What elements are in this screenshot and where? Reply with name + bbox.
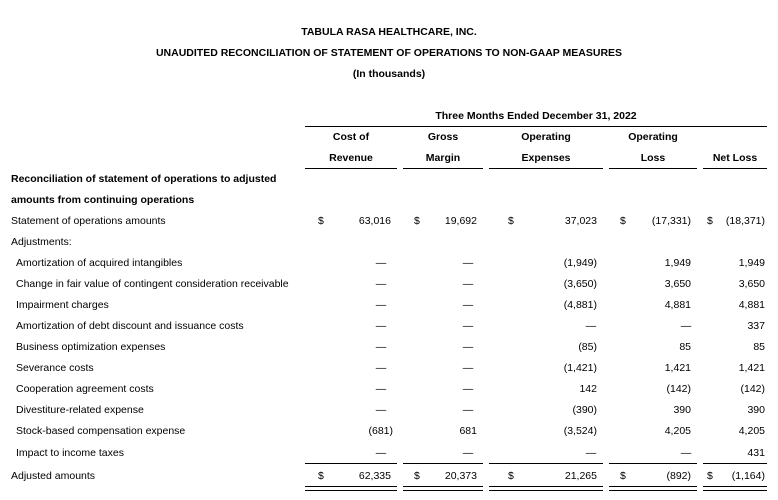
col-underline: [403, 168, 483, 169]
row-label-debt-discount: Amortization of debt discount and issuance costs: [16, 320, 244, 332]
report-title: UNAUDITED RECONCILIATION OF STATEMENT OF OPERATIONS TO NON-GAAP MEASURES: [155, 47, 623, 59]
section-heading-line1: Reconciliation of statement of operations to adjusted: [11, 173, 277, 185]
row-label-cooperation: Cooperation agreement costs: [16, 383, 154, 395]
total-double-line: [305, 486, 397, 491]
row-label-income-tax: Impact to income taxes: [16, 447, 124, 459]
currency-symbol: $: [707, 470, 713, 482]
row-label-adjusted: Adjusted amounts: [11, 470, 96, 482]
col-underline: [609, 168, 697, 169]
row-label-impairment: Impairment charges: [16, 299, 109, 311]
cell-impairment-operating-expenses: (4,881): [563, 299, 597, 311]
cell-cooperation-operating-loss: (142): [666, 383, 691, 395]
period-header: Three Months Ended December 31, 2022: [435, 110, 637, 122]
currency-symbol: $: [620, 470, 626, 482]
cell-statement-operating-expenses: 37,023: [564, 215, 597, 227]
cell-income-tax-gross-margin: —: [462, 447, 474, 459]
cell-stock-comp-cost-of-revenue: (681): [368, 425, 393, 437]
cell-adjusted-operating-loss: (892): [666, 470, 691, 482]
currency-symbol: $: [414, 215, 420, 227]
col-underline: [489, 168, 603, 169]
cell-impairment-gross-margin: —: [462, 299, 474, 311]
cell-impairment-net-loss: 4,881: [738, 299, 765, 311]
total-double-line: [403, 486, 483, 491]
col-underline: [703, 168, 767, 169]
cell-adjusted-gross-margin: 20,373: [444, 470, 477, 482]
cell-statement-gross-margin: 19,692: [444, 215, 477, 227]
cell-impairment-cost-of-revenue: —: [375, 299, 387, 311]
currency-symbol: $: [414, 470, 420, 482]
total-double-line: [489, 486, 603, 491]
cell-stock-comp-operating-loss: 4,205: [664, 425, 691, 437]
cell-divestiture-operating-loss: 390: [673, 404, 691, 416]
period-underline: [305, 126, 767, 127]
cell-business-opt-cost-of-revenue: —: [375, 341, 387, 353]
company-name: TABULA RASA HEALTHCARE, INC.: [301, 26, 477, 38]
currency-symbol: $: [508, 215, 514, 227]
cell-severance-operating-expenses: (1,421): [563, 362, 597, 374]
cell-income-tax-cost-of-revenue: —: [375, 447, 387, 459]
subtotal-line: [609, 463, 697, 464]
cell-adjusted-operating-expenses: 21,265: [564, 470, 597, 482]
row-label-divestiture: Divestiture-related expense: [16, 404, 144, 416]
units-note: (In thousands): [352, 68, 426, 80]
currency-symbol: $: [318, 470, 324, 482]
col-operating-expenses-l2: Expenses: [521, 152, 571, 164]
cell-amort-intangibles-net-loss: 1,949: [738, 257, 765, 269]
row-label-severance: Severance costs: [16, 362, 94, 374]
cell-debt-discount-net-loss: 337: [747, 320, 765, 332]
cell-cooperation-cost-of-revenue: —: [375, 383, 387, 395]
cell-statement-net-loss: (18,371): [725, 215, 765, 227]
col-net-loss-l2: Net Loss: [712, 152, 758, 164]
cell-stock-comp-gross-margin: 681: [459, 425, 477, 437]
subtotal-line: [403, 463, 483, 464]
cell-stock-comp-operating-expenses: (3,524): [563, 425, 597, 437]
cell-adjusted-net-loss: (1,164): [731, 470, 765, 482]
cell-severance-net-loss: 1,421: [738, 362, 765, 374]
subtotal-line: [703, 463, 767, 464]
cell-severance-cost-of-revenue: —: [375, 362, 387, 374]
cell-stock-comp-net-loss: 4,205: [738, 425, 765, 437]
cell-business-opt-operating-loss: 85: [679, 341, 691, 353]
cell-statement-operating-loss: (17,331): [651, 215, 691, 227]
row-label-business-opt: Business optimization expenses: [16, 341, 166, 353]
cell-fair-value-cost-of-revenue: —: [375, 278, 387, 290]
cell-debt-discount-operating-expenses: —: [585, 320, 597, 332]
col-underline: [305, 168, 397, 169]
currency-symbol: $: [707, 215, 713, 227]
subtotal-line: [489, 463, 603, 464]
row-label-statement: Statement of operations amounts: [11, 215, 166, 227]
cell-income-tax-operating-loss: —: [680, 447, 692, 459]
cell-severance-gross-margin: —: [462, 362, 474, 374]
col-operating-loss-l1: Operating: [628, 131, 678, 143]
total-double-line: [609, 486, 697, 491]
cell-cooperation-gross-margin: —: [462, 383, 474, 395]
currency-symbol: $: [318, 215, 324, 227]
col-operating-loss-l2: Loss: [640, 152, 666, 164]
row-label-stock-comp: Stock-based compensation expense: [16, 425, 186, 437]
adjustments-label: Adjustments:: [11, 236, 72, 248]
subtotal-line: [305, 463, 397, 464]
cell-statement-cost-of-revenue: 63,016: [358, 215, 391, 227]
col-cost-of-revenue-l1: Cost of: [332, 131, 370, 143]
row-label-amort-intangibles: Amortization of acquired intangibles: [16, 257, 183, 269]
cell-fair-value-operating-expenses: (3,650): [563, 278, 597, 290]
cell-amort-intangibles-cost-of-revenue: —: [375, 257, 387, 269]
currency-symbol: $: [620, 215, 626, 227]
cell-amort-intangibles-operating-expenses: (1,949): [563, 257, 597, 269]
cell-divestiture-cost-of-revenue: —: [375, 404, 387, 416]
cell-divestiture-operating-expenses: (390): [572, 404, 597, 416]
section-heading-line2: amounts from continuing operations: [11, 194, 195, 206]
cell-business-opt-operating-expenses: (85): [578, 341, 597, 353]
currency-symbol: $: [508, 470, 514, 482]
cell-cooperation-net-loss: (142): [740, 383, 765, 395]
cell-debt-discount-gross-margin: —: [462, 320, 474, 332]
cell-debt-discount-operating-loss: —: [680, 320, 692, 332]
col-gross-margin-l2: Margin: [425, 152, 461, 164]
cell-business-opt-gross-margin: —: [462, 341, 474, 353]
cell-impairment-operating-loss: 4,881: [664, 299, 691, 311]
cell-severance-operating-loss: 1,421: [664, 362, 691, 374]
col-operating-expenses-l1: Operating: [521, 131, 571, 143]
row-label-fair-value: Change in fair value of contingent consideration receivable: [16, 278, 289, 290]
col-cost-of-revenue-l2: Revenue: [329, 152, 373, 164]
cell-debt-discount-cost-of-revenue: —: [375, 320, 387, 332]
cell-income-tax-net-loss: 431: [747, 447, 765, 459]
cell-cooperation-operating-expenses: 142: [579, 383, 597, 395]
cell-divestiture-net-loss: 390: [747, 404, 765, 416]
cell-income-tax-operating-expenses: —: [585, 447, 597, 459]
cell-adjusted-cost-of-revenue: 62,335: [358, 470, 391, 482]
cell-amort-intangibles-gross-margin: —: [462, 257, 474, 269]
total-double-line: [703, 486, 767, 491]
cell-fair-value-gross-margin: —: [462, 278, 474, 290]
cell-business-opt-net-loss: 85: [753, 341, 765, 353]
cell-fair-value-operating-loss: 3,650: [664, 278, 691, 290]
cell-amort-intangibles-operating-loss: 1,949: [664, 257, 691, 269]
col-gross-margin-l1: Gross: [427, 131, 459, 143]
cell-divestiture-gross-margin: —: [462, 404, 474, 416]
cell-fair-value-net-loss: 3,650: [738, 278, 765, 290]
